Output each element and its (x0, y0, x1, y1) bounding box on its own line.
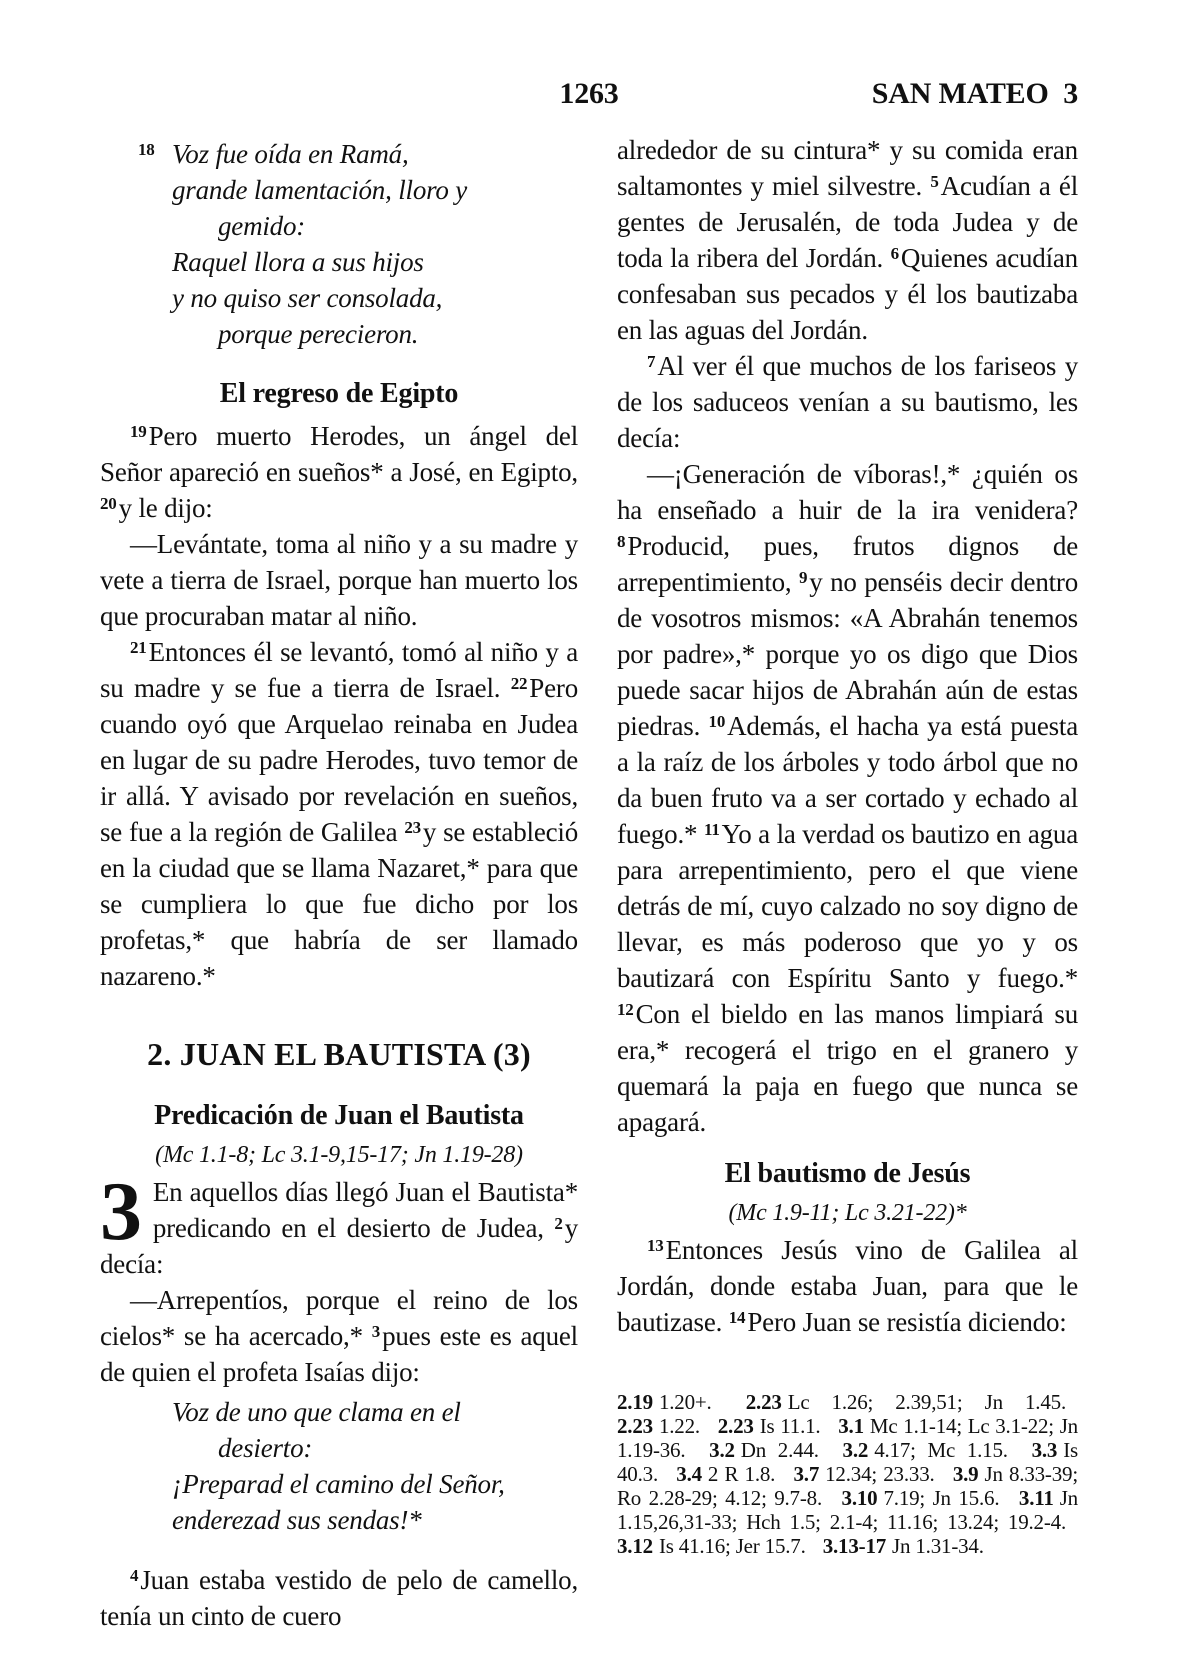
verse-text: —¡Generación de víboras!,* ¿quién os ha enseñado a huir de la ira venidera? (617, 459, 1078, 525)
footnote-item (617, 1534, 806, 1558)
footnote-text: Mc 1.1-14; Lc 3.1-22; Jn 1.19-36. (617, 1414, 1078, 1462)
verse-text: alrededor de su cintura* y su comida eran saltamontes y miel silvestre. (617, 135, 1078, 201)
verse-paragraph (100, 1282, 578, 1390)
poetry-line (100, 316, 578, 352)
poetry-line-text: desierto: (218, 1433, 313, 1463)
verse-text: —Arrepentíos, porque el reino de los cielos* se ha acercado,* (100, 1285, 578, 1351)
footnote-text: Is 11.1. (759, 1414, 821, 1438)
poetry-line-text: Voz de uno que clama en el (172, 1397, 461, 1427)
poetry-block (100, 136, 578, 352)
verse-number: 5 (930, 172, 939, 191)
verse-paragraph (617, 132, 1078, 348)
footnote-ref: 3.7 (793, 1462, 820, 1486)
verse-number: 19 (130, 422, 147, 441)
footnote-text: 12.34; 23.33. (825, 1462, 935, 1486)
verse-text: Producid, pues, frutos dignos de arrepentimiento, (617, 531, 1078, 597)
parallel-passage-refs: (Mc 1.1-8; Lc 3.1-9,15-17; Jn 1.19-28) (155, 1142, 523, 1168)
verse-text: En aquellos días llegó Juan el Bautista* predicando en el desierto de Judea, (152, 1177, 578, 1243)
verse-number: 6 (890, 244, 899, 263)
poetry-line (100, 1430, 578, 1466)
verse-paragraph (100, 1562, 578, 1634)
verse-text: Acudían a él gentes de Jerusalén, de toda Judea y de toda la ribera del Jordán. (617, 171, 1078, 273)
poetry-line-text: Voz fue oída en Ramá, (172, 139, 409, 169)
poetry-line (100, 172, 578, 208)
footnotes-block (617, 1390, 1078, 1558)
footnote-text: 2 R 1.8. (707, 1462, 776, 1486)
verse-paragraph (100, 634, 578, 994)
poetry-line-text: gemido: (218, 211, 306, 241)
poetry-line (100, 1466, 578, 1502)
verse-text: y decía: (100, 1213, 578, 1279)
verse-text: pues este es aquel de quien el profeta Isaías dijo: (100, 1321, 578, 1387)
poetry-line-text: grande lamentación, lloro y (172, 175, 468, 205)
running-header (100, 76, 1078, 112)
verse-paragraph (617, 348, 1078, 456)
verse-number: 3 (371, 1322, 381, 1341)
poetry-line-text: enderezad sus sendas!* (172, 1505, 422, 1535)
verse-paragraph (100, 418, 578, 526)
right-column (617, 132, 1078, 1634)
verse-number: 14 (728, 1308, 746, 1327)
verse-text: Al ver él que muchos de los fariseos y de los saduceos venían a su bautismo, les decía: (617, 351, 1078, 453)
verse-number: 13 (647, 1236, 664, 1255)
verse-number: 7 (647, 352, 656, 371)
verse-text: y le dijo: (118, 493, 213, 523)
page-number: 1263 (559, 77, 619, 110)
verse-text: Además, el hacha ya está puesta a la raíz de los árboles y todo árbol que no da buen fruto va a ser cortado y echado al fuego.* (617, 711, 1078, 849)
footnote-item (718, 1414, 821, 1438)
verse-number: 2 (554, 1214, 563, 1233)
footnote-text: Dn 2.44. (740, 1438, 819, 1462)
verse-text: Quienes acudían confesaban sus pecados y él los bautizaba en las aguas del Jordán. (617, 243, 1078, 345)
verse-number: 23 (404, 818, 421, 837)
verse-text: Yo a la verdad os bautizo en agua para arrepentimiento, pero el que viene detrás de mí, cuyo calzado no soy digno de llevar, es más poderoso que yo y os bautizará con Espíritu Santo y fuego.* (617, 819, 1078, 993)
poetry-line (100, 1502, 578, 1538)
footnote-ref: 2.19 (617, 1390, 653, 1414)
footnote-item (617, 1390, 712, 1414)
footnote-item (676, 1462, 775, 1486)
verse-text: Pero muerto Herodes, un ángel del Señor apareció en sueños* a José, en Egipto, (100, 421, 578, 487)
verse-text: Juan estaba vestido de pelo de camello, tenía un cinto de cuero (100, 1565, 578, 1631)
verse-text: Pero Juan se resistía diciendo: (747, 1307, 1067, 1337)
footnote-text: Is 40.3. (617, 1438, 1078, 1486)
verse-number: 9 (798, 568, 808, 587)
footnote-item (823, 1534, 984, 1558)
footnote-text: Jn 1.31-34. (892, 1534, 984, 1558)
verse-number: 12 (617, 1000, 634, 1019)
verse-text: Entonces Jesús vino de Galilea al Jordán, donde estaba Juan, para que le bautizase. (617, 1235, 1078, 1337)
footnote-ref: 3.3 (1031, 1438, 1058, 1462)
poetry-line: $^{18}$ Voz fue oída en Ramá, (138, 139, 409, 169)
parallel-passage-refs: (Mc 1.9-11; Lc 3.21-22)* (728, 1200, 967, 1226)
poetry-block (100, 1394, 578, 1538)
footnote-ref: 3.12 (617, 1534, 653, 1558)
footnote-ref: 2.23 (617, 1414, 653, 1438)
verse-number: 20 (100, 494, 117, 513)
running-head-title: SAN MATEO 3 (871, 77, 1078, 110)
poetry-line (100, 280, 578, 316)
verse-number: 8 (617, 532, 626, 551)
footnote-ref: 3.1 (838, 1414, 864, 1438)
verse-text: —Levántate, toma al niño y a su madre y vete a tierra de Israel, porque han muerto los que procuraban matar al niño. (100, 529, 578, 631)
footnote-text: 1.22. (658, 1414, 700, 1438)
footnote-text: Jn 8.33-39; Ro 2.28-29; 4.12; 9.7-8. (617, 1462, 1078, 1510)
verse-number: 21 (130, 638, 147, 657)
footnote-item (843, 1438, 1008, 1462)
verse-text: y no penséis decir dentro de vosotros mismos: «A Abrahán tenemos por padre»,* porque yo os digo que Dios puede sacar hijos de Abrahán aún de estas piedras. (617, 567, 1079, 741)
poetry-line-text: y no quiso ser consolada, (172, 283, 443, 313)
footnote-ref: 3.2 (842, 1438, 869, 1462)
footnote-ref: 2.23 (745, 1390, 782, 1414)
footnote-item (746, 1390, 1066, 1414)
verse-text: Con el bieldo en las manos limpiará su era,* recogerá el trigo en el granero y quemará la paja en fuego que nunca se apagará. (617, 999, 1078, 1137)
verse-paragraph (100, 526, 578, 634)
footnote-item (793, 1462, 934, 1486)
section-heading: El regreso de Egipto (219, 378, 459, 409)
poetry-line (100, 1394, 578, 1430)
poetry-line (100, 244, 578, 280)
poetry-line-text: porque perecieron. (218, 319, 419, 349)
verse-text: Pero cuando oyó que Arquelao reinaba en Judea en lugar de su padre Herodes, tuvo temor de ir allá. Y avisado por revelación en sueños, se fue a la región de Galilea (100, 673, 578, 847)
verse-paragraph (617, 1232, 1078, 1340)
poetry-line-text: ¡Preparad el camino del Señor, (172, 1469, 505, 1499)
footnote-text: Is 41.16; Jer 15.7. (658, 1534, 806, 1558)
footnote-item (709, 1438, 819, 1462)
footnote-text: Lc 1.26; 2.39,51; Jn 1.45. (787, 1390, 1066, 1414)
verse-text: Entonces él se levantó, tomó al niño y a su madre y se fue a tierra de Israel. (100, 637, 578, 703)
footnote-text: Jn 1.15,26,31-33; Hch 1.5; 2.1-4; 11.16; 13.24; 19.2-4. (617, 1486, 1078, 1534)
verse-number: 4 (130, 1566, 139, 1585)
footnote-ref: 3.4 (676, 1462, 702, 1486)
verse-text: y se estableció en la ciudad que se llama Nazaret,* para que se cumpliera lo que fue dicho por los profetas,* que habría de ser llamado nazareno.* (100, 817, 578, 991)
chapter-number: 3 (100, 1165, 142, 1258)
footnote-text: 1.20+. (658, 1390, 712, 1414)
major-section-heading: 2. JUAN EL BAUTISTA (3) (147, 1036, 531, 1072)
verse-number: 10 (708, 712, 726, 731)
footnote-text: 7.19; Jn 15.6. (883, 1486, 1000, 1510)
section-heading: El bautismo de Jesús (724, 1158, 971, 1189)
verse-paragraph (617, 456, 1078, 1140)
footnote-ref: 3.13-17 (822, 1534, 887, 1558)
footnote-ref: 3.9 (952, 1462, 979, 1486)
section-heading: Predicación de Juan el Bautista (154, 1100, 524, 1131)
verse-number: 22 (510, 674, 528, 693)
two-column-text (100, 132, 1078, 1634)
poetry-line-text: Raquel llora a sus hijos (172, 247, 424, 277)
verse-paragraph (100, 1165, 578, 1282)
footnote-text: 4.17; Mc 1.15. (874, 1438, 1008, 1462)
footnote-ref: 3.11 (1018, 1486, 1054, 1510)
footnote-ref: 2.23 (717, 1414, 754, 1438)
left-column (100, 132, 578, 1634)
footnote-item (617, 1414, 700, 1438)
footnote-ref: 3.2 (709, 1438, 735, 1462)
verse-number: 11 (703, 820, 720, 839)
footnote-ref: 3.10 (841, 1486, 878, 1510)
poetry-line (100, 208, 578, 244)
footnote-item (842, 1486, 1000, 1510)
